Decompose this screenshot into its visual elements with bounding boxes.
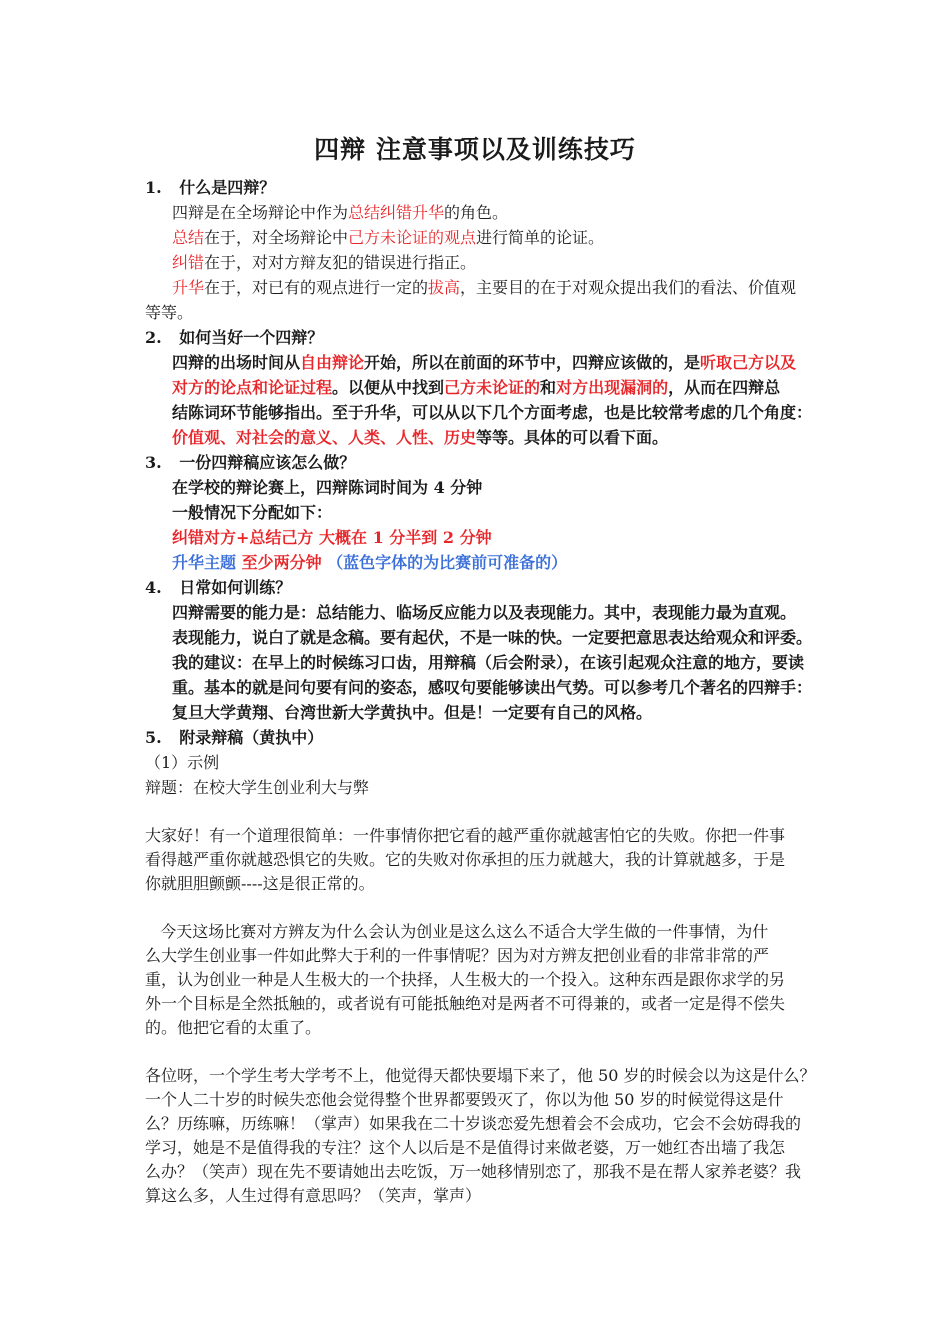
s3-line-1 <box>172 476 482 500</box>
text: 。以便从中找到 <box>332 378 445 397</box>
p3-line-4: 学习，她是不是值得我的专注？这个人以后是不是值得讨来做老婆，万一她红杏出墙了我怎 <box>145 1138 786 1157</box>
s1-line-1 <box>172 201 508 225</box>
text: 开始，所以在前面的环节中，四辩应该做的，是 <box>364 353 701 372</box>
s3-line-3 <box>172 526 492 550</box>
heading-text: 一份四辩稿应该怎么做？ <box>179 453 356 472</box>
section-number: 2. <box>145 328 162 347</box>
s2-line-3: 结陈词环节能够指出。至于升华，可以从以下几个方面考虑，也是比较常考虑的几个角度： <box>172 403 813 422</box>
number: 4 <box>433 478 445 497</box>
section-number: 5. <box>145 728 162 747</box>
highlight: 纠错 <box>172 253 205 272</box>
highlight: 至少两分钟 <box>241 553 322 572</box>
section-5-heading <box>145 726 323 750</box>
text: 在于，对全场辩论中 <box>204 228 349 247</box>
section-number: 4. <box>145 578 162 597</box>
note: （蓝色字体的为比赛前可准备的） <box>321 553 568 572</box>
s1-line-3 <box>172 251 476 275</box>
text: 在于，对已有的观点进行一定的 <box>204 278 429 297</box>
s4-line-5: 复旦大学黄翔、台湾世新大学黄执中。但是！一定要有自己的风格。 <box>172 703 653 722</box>
highlight: 拔高 <box>428 278 461 297</box>
highlight: 升华 <box>172 278 205 297</box>
highlight: 总结纠错升华 <box>348 203 445 222</box>
section-number: 1. <box>145 178 162 197</box>
highlight: 价值观、对社会的意义、人类、人性、历史 <box>172 428 477 447</box>
s2-line-1 <box>172 351 796 375</box>
highlight: 自由辩论 <box>300 353 365 372</box>
p2-line-5: 的。他把它看的太重了。 <box>145 1018 322 1037</box>
number: 1 <box>372 528 384 547</box>
s3-line-2: 一般情况下分配如下： <box>172 503 333 522</box>
s1-line-4 <box>172 276 796 300</box>
text: ，从而在四辩总 <box>668 378 781 397</box>
text: 的角色。 <box>444 203 509 222</box>
section-3-heading <box>145 451 355 475</box>
text: 和 <box>540 378 557 397</box>
p1-line-1: 大家好！有一个道理很简单：一件事情你把它看的越严重你就越害怕它的失败。你把一件事 <box>145 826 786 845</box>
text: 四辩的出场时间从 <box>172 353 301 372</box>
text: 纠错对方+总结己方 大概在 <box>172 528 373 547</box>
p3-line-2: 一个人二十岁的时候失恋他会觉得整个世界都要毁灭了，你以为他 50 岁的时候觉得这是什 <box>145 1090 784 1109</box>
s2-line-2 <box>172 376 780 400</box>
highlight: 己方未论证的 <box>444 378 541 397</box>
heading-text: 如何当好一个四辩？ <box>179 328 324 347</box>
text: 四辩是在全场辩论中作为 <box>172 203 349 222</box>
section-number: 3. <box>145 453 162 472</box>
example-label: （1）示例 <box>145 753 220 772</box>
heading-text: 附录辩稿（黄执中） <box>179 728 324 747</box>
p1-line-3: 你就胆胆颤颤----这是很正常的。 <box>145 874 375 893</box>
p2-line-2: 么大学生创业事一件如此弊大于利的一件事情呢？因为对方辨友把创业看的非常非常的严 <box>145 946 770 965</box>
p1-line-2: 看得越严重你就越恐惧它的失败。它的失败对你承担的压力就越大，我的计算就越多，于是 <box>145 850 786 869</box>
s3-line-4 <box>172 551 567 575</box>
s4-line-2: 表现能力，说白了就是念稿。要有起伏，不是一味的快。一定要把意思表达给观众和评委。 <box>172 628 813 647</box>
text: 在学校的辩论赛上，四辩陈词时间为 <box>172 478 434 497</box>
p2-line-3: 重，认为创业一种是人生极大的一个抉择，人生极大的一个投入。这种东西是跟你求学的另 <box>145 970 786 989</box>
s1-line-2 <box>172 226 604 250</box>
text: 分半到 <box>383 528 443 547</box>
heading-text: 什么是四辩？ <box>179 178 276 197</box>
highlight: 己方未论证的观点 <box>348 228 477 247</box>
section-4-heading <box>145 576 291 600</box>
document-title: 四辩 注意事项以及训练技巧 <box>314 135 636 164</box>
p3-line-1: 各位呀，一个学生考大学考不上，他觉得天都快要塌下来了，他 50 岁的时候会以为这是什么？ <box>145 1066 816 1085</box>
p3-line-6: 算这么多，人生过得有意思吗？（笑声，掌声） <box>145 1186 482 1205</box>
p2-line-1: 今天这场比赛对方辨友为什么会认为创业是这么这么不适合大学生做的一件事情，为什 <box>145 922 769 941</box>
s4-line-3: 我的建议：在早上的时候练习口齿，用辩稿（后会附录），在该引起观众注意的地方，要读 <box>172 653 805 672</box>
p3-line-3: 么？历练嘛，历练嘛！（掌声）如果我在二十岁谈恋爱先想着会不会成功，它会不会妨碍我的 <box>145 1114 802 1133</box>
highlight: 听取己方以及 <box>700 353 797 372</box>
s2-line-4 <box>172 426 668 450</box>
section-1-heading <box>145 176 275 200</box>
text: 进行简单的论证。 <box>476 228 605 247</box>
p3-line-5: 么办？（笑声）现在先不要请她出去吃饭，万一她移情别恋了，那我不是在帮人家养老婆？我 <box>145 1162 802 1181</box>
highlight: 对方的论点和论证过程 <box>172 378 333 397</box>
text: 分钟 <box>454 528 492 547</box>
highlight: 总结 <box>172 228 205 247</box>
p2-line-4: 外一个目标是全然抵触的，或者说有可能抵触绝对是两者不可得兼的，或者一定是得不偿失 <box>145 994 786 1013</box>
heading-text: 日常如何训练？ <box>179 578 292 597</box>
debate-topic: 辩题：在校大学生创业利大与弊 <box>145 778 370 797</box>
s1-line-5: 等等。 <box>145 303 194 322</box>
highlight: 对方出现漏洞的 <box>556 378 669 397</box>
text: 等等。具体的可以看下面。 <box>476 428 669 447</box>
s4-line-1: 四辩需要的能力是：总结能力、临场反应能力以及表现能力。其中，表现能力最为直观。 <box>172 603 797 622</box>
text: 在于，对对方辩友犯的错误进行指正。 <box>204 253 477 272</box>
text: 升华主题 <box>172 553 242 572</box>
text: ，主要目的在于对观众提出我们的看法、价值观 <box>460 278 797 297</box>
number: 2 <box>442 528 454 547</box>
s4-line-4: 重。基本的就是问句要有问的姿态，感叹句要能够读出气势。可以参考几个著名的四辩手： <box>172 678 813 697</box>
text: 分钟 <box>444 478 483 497</box>
section-2-heading <box>145 326 323 350</box>
